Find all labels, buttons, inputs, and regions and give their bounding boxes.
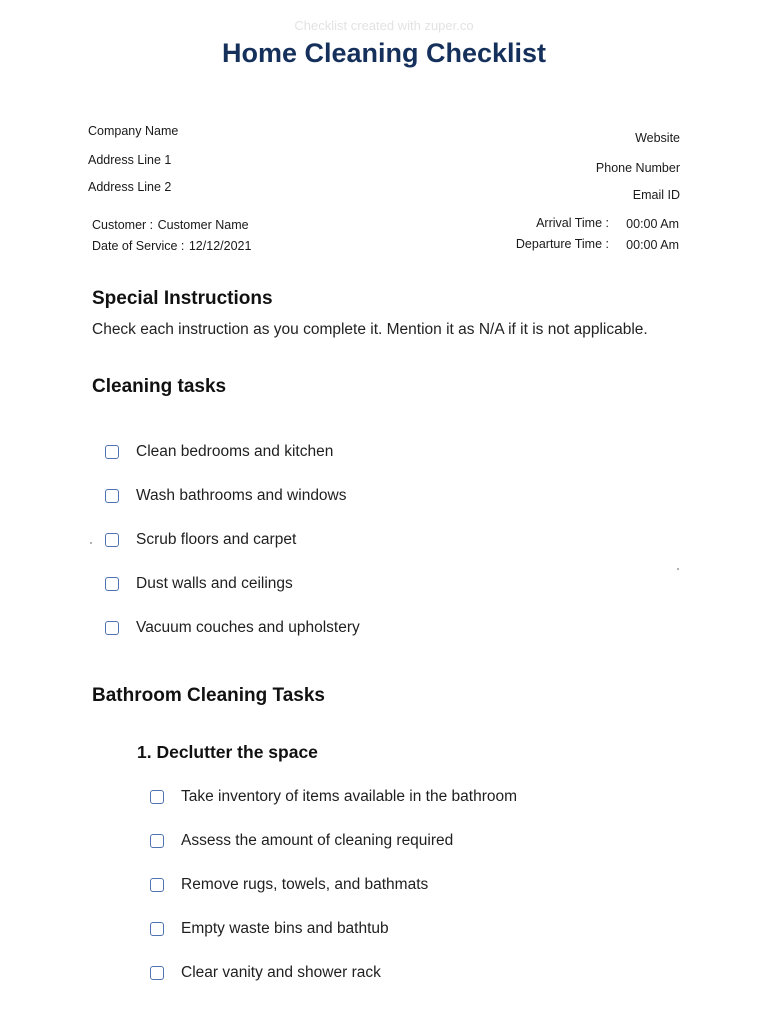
task-label: Assess the amount of cleaning required [181, 832, 454, 849]
address-line-2: Address Line 2 [88, 180, 172, 194]
task-label: Clean bedrooms and kitchen [136, 443, 334, 460]
cleaning-tasks-heading: Cleaning tasks [92, 376, 227, 397]
customer-row [92, 216, 249, 234]
departure-label: Departure Time : [515, 237, 609, 251]
company-website: Website [635, 131, 680, 145]
bathroom-task-item [150, 830, 453, 852]
stray-dot-right [677, 568, 679, 570]
cleaning-task-item [105, 617, 360, 639]
task-label: Remove rugs, towels, and bathmats [181, 876, 429, 893]
bathroom-task-item [150, 786, 517, 808]
date-row [92, 237, 251, 255]
cleaning-task-item [105, 573, 293, 595]
page-title: Home Cleaning Checklist [221, 38, 547, 68]
task-label: Clear vanity and shower rack [181, 964, 381, 981]
arrival-label: Arrival Time : [536, 216, 609, 230]
task-checkbox[interactable] [105, 445, 119, 459]
watermark-text: Checklist created with zuper.co [294, 18, 474, 33]
task-label: Wash bathrooms and windows [136, 487, 347, 504]
task-checkbox[interactable] [150, 878, 164, 892]
customer-value: Customer Name [157, 218, 249, 232]
task-checkbox[interactable] [105, 577, 119, 591]
task-checkbox[interactable] [105, 621, 119, 635]
task-label: Dust walls and ceilings [136, 575, 293, 592]
bathroom-task-item [150, 874, 428, 896]
arrival-value: 00:00 Am [626, 217, 679, 231]
departure-value: 00:00 Am [626, 238, 679, 252]
cleaning-task-item [105, 529, 296, 551]
date-label: Date of Service : [92, 239, 185, 253]
task-checkbox[interactable] [105, 533, 119, 547]
task-label: Empty waste bins and bathtub [181, 920, 389, 937]
task-label: Scrub floors and carpet [136, 531, 297, 548]
stray-dot-left [90, 542, 92, 544]
date-value: 12/12/2021 [188, 239, 252, 253]
cleaning-task-item [105, 485, 347, 507]
task-label: Take inventory of items available in the bathroom [181, 788, 518, 805]
company-phone: Phone Number [595, 161, 680, 175]
company-name: Company Name [88, 124, 179, 138]
company-email: Email ID [632, 188, 680, 202]
special-instructions-text: Check each instruction as you complete it. Mention it as N/A if it is not applicable. [92, 321, 648, 338]
special-instructions-heading: Special Instructions [92, 288, 273, 309]
task-checkbox[interactable] [150, 922, 164, 936]
task-label: Vacuum couches and upholstery [136, 619, 360, 636]
bathroom-task-item [150, 918, 389, 940]
task-checkbox[interactable] [150, 966, 164, 980]
customer-label: Customer : [92, 218, 154, 232]
bathroom-task-item [150, 962, 381, 984]
cleaning-task-item [105, 441, 333, 463]
address-line-1: Address Line 1 [88, 153, 172, 167]
bathroom-tasks-heading: Bathroom Cleaning Tasks [92, 685, 325, 706]
task-checkbox[interactable] [150, 790, 164, 804]
declutter-subheading: 1. Declutter the space [137, 742, 318, 762]
task-checkbox[interactable] [105, 489, 119, 503]
task-checkbox[interactable] [150, 834, 164, 848]
